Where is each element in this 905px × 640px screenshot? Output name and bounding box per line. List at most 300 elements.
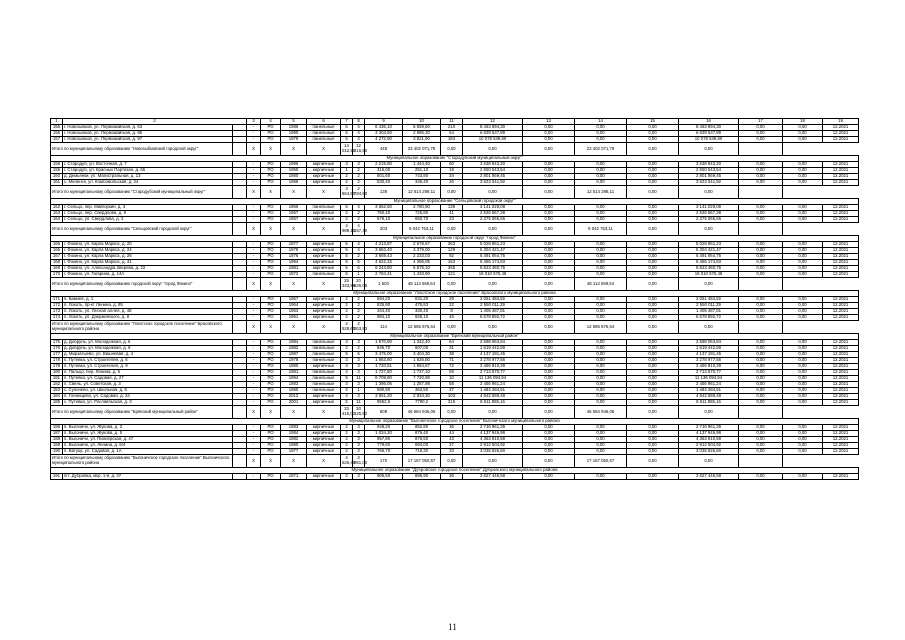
table-cell: 0,00: [739, 266, 783, 272]
table-cell: 8: [441, 309, 463, 315]
table-cell: 3 623 041,92: [463, 180, 523, 186]
subtotal-cell: 448: [365, 143, 403, 156]
subtotal-cell: X: [281, 223, 307, 236]
table-cell: 158: [51, 162, 63, 168]
table-cell: 6 243,80: [365, 266, 403, 272]
table-cell: -: [247, 248, 261, 254]
table-cell: 3 627 446,58: [463, 474, 523, 480]
subtotal-cell: 4 157,40: [353, 223, 365, 236]
address-cell: п. Путевка, ул. Строителей, д. 9: [63, 364, 233, 370]
table-cell: 187: [51, 431, 63, 437]
subtotal-cell: X: [247, 406, 261, 419]
subtotal-cell: 0,00: [627, 321, 679, 334]
table-cell: 1982: [281, 437, 307, 443]
table-cell: 11: [353, 400, 365, 406]
page-number: 11: [448, 622, 457, 632]
table-cell: 0,00: [575, 394, 627, 400]
table-cell: 173: [51, 309, 63, 315]
table-cell: 2 713 570,77: [463, 370, 523, 376]
table-cell: 0,00: [783, 352, 823, 358]
subtotal-cell: 0,00: [523, 455, 575, 468]
table-cell: 3: [353, 425, 365, 431]
column-number-cell: 11: [441, 119, 463, 125]
table-cell: панельные: [307, 370, 341, 376]
table-cell: 0,00: [783, 266, 823, 272]
table-cell: 3: [353, 370, 365, 376]
table-cell: 2 526 667,38: [679, 211, 739, 217]
table-cell: 0,00: [783, 137, 823, 143]
table-cell: 6 839 537,89: [463, 131, 523, 137]
table-cell: 1966: [281, 205, 307, 211]
subtotal-cell: 4 526,40: [341, 455, 353, 468]
table-cell: 169: [51, 266, 63, 272]
table-cell: 0,00: [739, 358, 783, 364]
table-cell: 2001: [281, 400, 307, 406]
table-cell: -: [247, 260, 261, 266]
table-cell: 10: [441, 376, 463, 382]
subtotal-row: [51, 223, 859, 236]
table-cell: 0,00: [575, 437, 627, 443]
table-cell: 0,00: [575, 303, 627, 309]
table-cell: 160: [51, 174, 63, 180]
table-cell: -: [247, 346, 261, 352]
table-cell: -: [247, 254, 261, 260]
table-cell: 0,00: [523, 180, 575, 186]
subtotal-cell: 0,00: [627, 186, 679, 199]
table-cell: 1 034,30: [365, 431, 403, 437]
table-cell: панельные: [307, 340, 341, 346]
table-cell: 12.2021: [823, 352, 859, 358]
table-cell: 1 570,90: [365, 340, 403, 346]
table-cell: 1984: [281, 431, 307, 437]
subtotal-cell: 0,00: [441, 406, 463, 419]
table-cell: 3 035 826,60: [463, 449, 523, 455]
table-cell: 0,00: [739, 254, 783, 260]
table-cell: 1977: [281, 242, 307, 248]
table-cell: кирпичные: [307, 254, 341, 260]
subtotal-cell: 14 012,50: [341, 143, 353, 156]
column-number-cell: 15: [627, 119, 679, 125]
table-cell: 0,00: [627, 352, 679, 358]
table-cell: 0,00: [575, 242, 627, 248]
table-cell: РО: [261, 315, 281, 321]
table-cell: 6 678 892,72: [463, 315, 523, 321]
table-cell: 365: [441, 266, 463, 272]
table-cell: 12.2021: [823, 266, 859, 272]
table-cell: кирпичные: [307, 309, 341, 315]
table-cell: 594,20: [365, 297, 403, 303]
table-cell: 12.2021: [823, 131, 859, 137]
table-cell: 1994: [281, 260, 307, 266]
table-cell: 12.2021: [823, 364, 859, 370]
table-cell: кирпичные: [307, 248, 341, 254]
table-cell: 330,40: [403, 309, 441, 315]
subtotal-cell: X: [247, 186, 261, 199]
table-cell: 3 456 810,28: [463, 364, 523, 370]
subtotal-cell: 25 343,86: [341, 278, 353, 291]
subtotal-cell: 46 584 946,06: [575, 406, 627, 419]
table-cell: 725,80: [403, 211, 441, 217]
table-cell: 12.2021: [823, 376, 859, 382]
table-cell: 0,00: [783, 474, 823, 480]
table-cell: 5: [341, 266, 353, 272]
column-number-cell: 7: [341, 119, 353, 125]
table-cell: РО: [261, 260, 281, 266]
subtotal-cell: 17 167 050,57: [403, 455, 441, 468]
table-cell: 0,00: [783, 303, 823, 309]
table-cell: 0,00: [783, 180, 823, 186]
table-cell: 2 375 066,65: [679, 217, 739, 223]
subtotal-cell: 0,00: [523, 143, 575, 156]
table-cell: 0,00: [575, 211, 627, 217]
table-cell: 2 233,03: [403, 254, 441, 260]
table-cell: 607,00: [403, 346, 441, 352]
table-cell: 3: [353, 474, 365, 480]
table-cell: панельные: [307, 205, 341, 211]
subtotal-cell: X: [307, 406, 341, 419]
table-cell: 2: [353, 254, 365, 260]
table-cell: 2 550 543,54: [463, 168, 523, 174]
table-cell: 3: [353, 394, 365, 400]
table-cell: 12.2021: [823, 388, 859, 394]
table-cell: 0,00: [523, 376, 575, 382]
table-cell: 1 396,06: [365, 382, 403, 388]
table-cell: 363,50: [403, 388, 441, 394]
table-cell: 0,00: [523, 449, 575, 455]
table-cell: 184: [441, 137, 463, 143]
subtotal-cell: 0,00: [463, 321, 523, 334]
subtotal-row: [51, 278, 859, 291]
table-cell: РО: [261, 131, 281, 137]
table-cell: кирпичные: [307, 217, 341, 223]
table-cell: 0,00: [739, 431, 783, 437]
table-cell: 5: [341, 242, 353, 248]
subtotal-cell: X: [281, 406, 307, 419]
table-cell: 5: [341, 125, 353, 131]
subtotal-cell: X: [307, 278, 341, 291]
table-cell: 178: [51, 358, 63, 364]
address-cell: г. Сельцо, пер. Майгоркин, д. 3: [63, 205, 233, 211]
subtotal-cell: X: [261, 321, 281, 334]
table-cell: 3 663,40: [365, 248, 403, 254]
subtotal-cell: 0,00: [679, 321, 739, 334]
table-cell: 0,00: [783, 364, 823, 370]
table-cell: -: [247, 443, 261, 449]
table-cell: 12.2021: [823, 431, 859, 437]
table-cell: 163: [441, 260, 463, 266]
table-cell: 3 821,90: [403, 137, 441, 143]
table-cell: 0,00: [627, 449, 679, 455]
subtotal-cell: X: [261, 455, 281, 468]
table-cell: 1: [353, 272, 365, 278]
subtotal-cell: 0,00: [679, 406, 739, 419]
table-cell: 0,00: [783, 254, 823, 260]
table-cell: 2 526 667,38: [463, 211, 523, 217]
table-cell: 0,00: [739, 376, 783, 382]
table-cell: 896,90: [403, 474, 441, 480]
table-cell: 0,00: [627, 382, 679, 388]
table-cell: 1957: [281, 211, 307, 217]
subtotal-cell: 3 961,00: [353, 455, 365, 468]
table-cell: 0,00: [739, 400, 783, 406]
municipality-heading: Муниципальное образование "Брянский муниципальный район": [51, 334, 859, 340]
table-cell: 60: [441, 162, 463, 168]
table-cell: 0,00: [523, 217, 575, 223]
subtotal-cell: 0,00: [523, 406, 575, 419]
subtotal-cell: [233, 321, 247, 334]
table-cell: 71: [441, 358, 463, 364]
table-cell: 719,30: [403, 449, 441, 455]
table-cell: -: [247, 400, 261, 406]
subtotal-cell: [739, 406, 783, 419]
table-cell: 3: [353, 364, 365, 370]
table-cell: РО: [261, 211, 281, 217]
table-cell: -: [247, 266, 261, 272]
table-cell: 1981: [281, 370, 307, 376]
table-cell: панельные: [307, 382, 341, 388]
table-cell: 6 436,10: [365, 125, 403, 131]
table-cell: -: [247, 205, 261, 211]
table-cell: 3: [353, 340, 365, 346]
table-cell: 10 078 539,60: [679, 137, 739, 143]
table-cell: 2 716 861,39: [463, 425, 523, 431]
table-cell: 0,00: [739, 205, 783, 211]
table-cell: 4: [353, 131, 365, 137]
table-cell: 0,00: [739, 125, 783, 131]
table-cell: 0,00: [523, 388, 575, 394]
table-cell: 0,00: [523, 382, 575, 388]
table-cell: 7780,2: [403, 400, 441, 406]
subtotal-cell: [739, 223, 783, 236]
table-cell: 5: [341, 137, 353, 143]
table-cell: 4: [353, 242, 365, 248]
table-cell: 590,90: [365, 388, 403, 394]
table-cell: 179: [51, 364, 63, 370]
table-cell: 72: [441, 364, 463, 370]
address-cell: п. Ватуцк, ул. Садовая, д. 1А: [63, 449, 233, 455]
table-cell: 0,00: [627, 174, 679, 180]
table-cell: 2: [341, 211, 353, 217]
table-cell: 3: [353, 382, 365, 388]
table-cell: 2: [341, 474, 353, 480]
subtotal-cell: 48 113 659,54: [403, 278, 441, 291]
table-cell: 12.2021: [823, 425, 859, 431]
table-cell: 2 051 484,82: [463, 297, 523, 303]
table-cell: кирпичные: [307, 364, 341, 370]
table-cell: 121: [441, 272, 463, 278]
table-cell: 12.2021: [823, 370, 859, 376]
table-cell: 0,00: [575, 125, 627, 131]
table-cell: РО: [261, 394, 281, 400]
table-cell: 181: [51, 376, 63, 382]
table-cell: 0,00: [627, 217, 679, 223]
table-cell: 3 551,20: [365, 394, 403, 400]
table-cell: 0,00: [575, 388, 627, 394]
table-cell: РО: [261, 400, 281, 406]
address-cell: с. Путевка, ул. Рославльская, д. 3: [63, 400, 233, 406]
table-cell: 0,00: [523, 205, 575, 211]
table-cell: 0,00: [627, 297, 679, 303]
table-cell: 33: [441, 449, 463, 455]
table-cell: 475,83: [403, 303, 441, 309]
table-cell: 59: [441, 370, 463, 376]
column-number-cell: 6: [307, 119, 341, 125]
subtotal-cell: 12 415,80: [353, 143, 365, 156]
subtotal-label: Итого по муниципальному образованию городской округ "город Фокино": [51, 278, 233, 291]
table-cell: 363: [441, 242, 463, 248]
address-cell: п. Выгоничи, ул. Пионерская, д. 47: [63, 437, 233, 443]
subtotal-row: [51, 186, 859, 199]
table-cell: 0,00: [523, 346, 575, 352]
table-cell: 1983: [281, 425, 307, 431]
table-cell: 8 611 855,16: [463, 400, 523, 406]
table-cell: 0,00: [523, 131, 575, 137]
subtotal-cell: 0,00: [441, 143, 463, 156]
table-cell: 3: [353, 437, 365, 443]
table-cell: 0,00: [783, 125, 823, 131]
table-cell: РО: [261, 346, 281, 352]
table-cell: 34: [441, 174, 463, 180]
table-cell: 1950: [281, 168, 307, 174]
subtotal-cell: [233, 186, 247, 199]
table-cell: 0,00: [575, 382, 627, 388]
table-cell: 0,00: [739, 474, 783, 480]
table-cell: 8 709,90: [365, 376, 403, 382]
table-cell: -: [247, 211, 261, 217]
table-cell: 12.2021: [823, 394, 859, 400]
table-cell: -: [247, 425, 261, 431]
table-cell: 3: [353, 431, 365, 437]
table-cell: РО: [261, 266, 281, 272]
table-cell: 5 304 421,47: [679, 248, 739, 254]
table-cell: 2 986,30: [403, 131, 441, 137]
table-cell: 0,00: [627, 125, 679, 131]
subtotal-cell: [233, 406, 247, 419]
table-cell: -: [247, 437, 261, 443]
subtotal-cell: 203: [365, 223, 403, 236]
register-table-container: [50, 118, 859, 480]
table-cell: РО: [261, 162, 281, 168]
table-cell: 5 659,60: [403, 125, 441, 131]
table-cell: 1 287,98: [403, 382, 441, 388]
table-cell: РО: [261, 309, 281, 315]
table-cell: 38: [441, 352, 463, 358]
table-cell: 1976: [281, 254, 307, 260]
table-cell: 4: [341, 394, 353, 400]
table-cell: 0,00: [627, 474, 679, 480]
table-cell: 3: [353, 443, 365, 449]
table-cell: 4 842 689,48: [679, 394, 739, 400]
subtotal-cell: X: [247, 223, 261, 236]
table-cell: кирпичные: [307, 315, 341, 321]
table-cell: 3 627 446,58: [679, 474, 739, 480]
table-cell: 876,40: [403, 431, 441, 437]
table-cell: 0,00: [523, 437, 575, 443]
table-cell: 4 137 191,45: [679, 352, 739, 358]
table-cell: 2: [341, 217, 353, 223]
table-cell: 0,00: [739, 382, 783, 388]
table-cell: 926,10: [403, 315, 441, 321]
table-cell: 1996: [281, 162, 307, 168]
table-cell: 3 379,00: [403, 248, 441, 254]
table-cell: 1 720,51: [365, 364, 403, 370]
column-number-cell: 19: [823, 119, 859, 125]
table-cell: 0,00: [739, 180, 783, 186]
table-cell: -: [247, 309, 261, 315]
table-cell: 0,00: [739, 443, 783, 449]
table-cell: 4: [353, 205, 365, 211]
address-cell: г. Фокино, ул. Гагарина, д. 14А: [63, 272, 233, 278]
table-cell: 0,00: [575, 131, 627, 137]
table-cell: 1982: [281, 346, 307, 352]
subtotal-cell: 0,00: [679, 186, 739, 199]
table-cell: 189: [51, 443, 63, 449]
table-cell: 1 433,90: [403, 272, 441, 278]
subtotal-cell: X: [261, 186, 281, 199]
table-cell: 0,00: [575, 358, 627, 364]
table-cell: 852,80: [403, 425, 441, 431]
table-cell: 5 491 064,75: [463, 254, 523, 260]
table-cell: 0,00: [739, 425, 783, 431]
table-cell: 743,80: [403, 174, 441, 180]
table-cell: РО: [261, 437, 281, 443]
table-cell: 0,00: [523, 260, 575, 266]
table-cell: -: [247, 340, 261, 346]
table-cell: 2 550 011,29: [463, 303, 523, 309]
table-cell: 694,00: [403, 443, 441, 449]
table-cell: 1 405 487,81: [463, 309, 523, 315]
table-cell: 0,00: [627, 364, 679, 370]
table-cell: 0,00: [627, 266, 679, 272]
table-cell: 0,00: [783, 382, 823, 388]
table-cell: 210: [441, 125, 463, 131]
table-cell: кирпичные: [307, 297, 341, 303]
table-cell: кирпичные: [307, 242, 341, 248]
column-number-cell: 3: [247, 119, 261, 125]
table-cell: 0,00: [783, 309, 823, 315]
subtotal-cell: X: [281, 186, 307, 199]
address-cell: д. Добрунь, ул. Молодежная, д. 6: [63, 340, 233, 346]
table-cell: -: [247, 382, 261, 388]
table-cell: 0,00: [575, 309, 627, 315]
table-cell: -: [247, 388, 261, 394]
table-cell: панельные: [307, 137, 341, 143]
table-cell: 2: [341, 449, 353, 455]
subtotal-row: [51, 406, 859, 419]
table-cell: 170: [51, 272, 63, 278]
table-cell: 162: [51, 205, 63, 211]
table-cell: 4 396,05: [403, 260, 441, 266]
table-row: [51, 474, 859, 480]
table-cell: 2: [353, 217, 365, 223]
table-cell: 1967: [281, 297, 307, 303]
table-cell: 1980: [281, 443, 307, 449]
subtotal-cell: 0,00: [463, 186, 523, 199]
table-cell: 0,00: [575, 425, 627, 431]
table-cell: 5: [341, 400, 353, 406]
table-cell: 0,00: [523, 242, 575, 248]
address-cell: п. Камнев, д. 1: [63, 297, 233, 303]
table-cell: 0,00: [523, 443, 575, 449]
address-cell: г. Сельцо, пер. Свердлова, д. 9: [63, 211, 233, 217]
table-cell: 0,00: [523, 266, 575, 272]
subtotal-cell: X: [247, 321, 261, 334]
table-cell: 92: [441, 254, 463, 260]
table-cell: 0,00: [627, 358, 679, 364]
table-cell: 4 363 910,68: [679, 437, 739, 443]
table-cell: -: [247, 162, 261, 168]
table-cell: 0,00: [783, 449, 823, 455]
